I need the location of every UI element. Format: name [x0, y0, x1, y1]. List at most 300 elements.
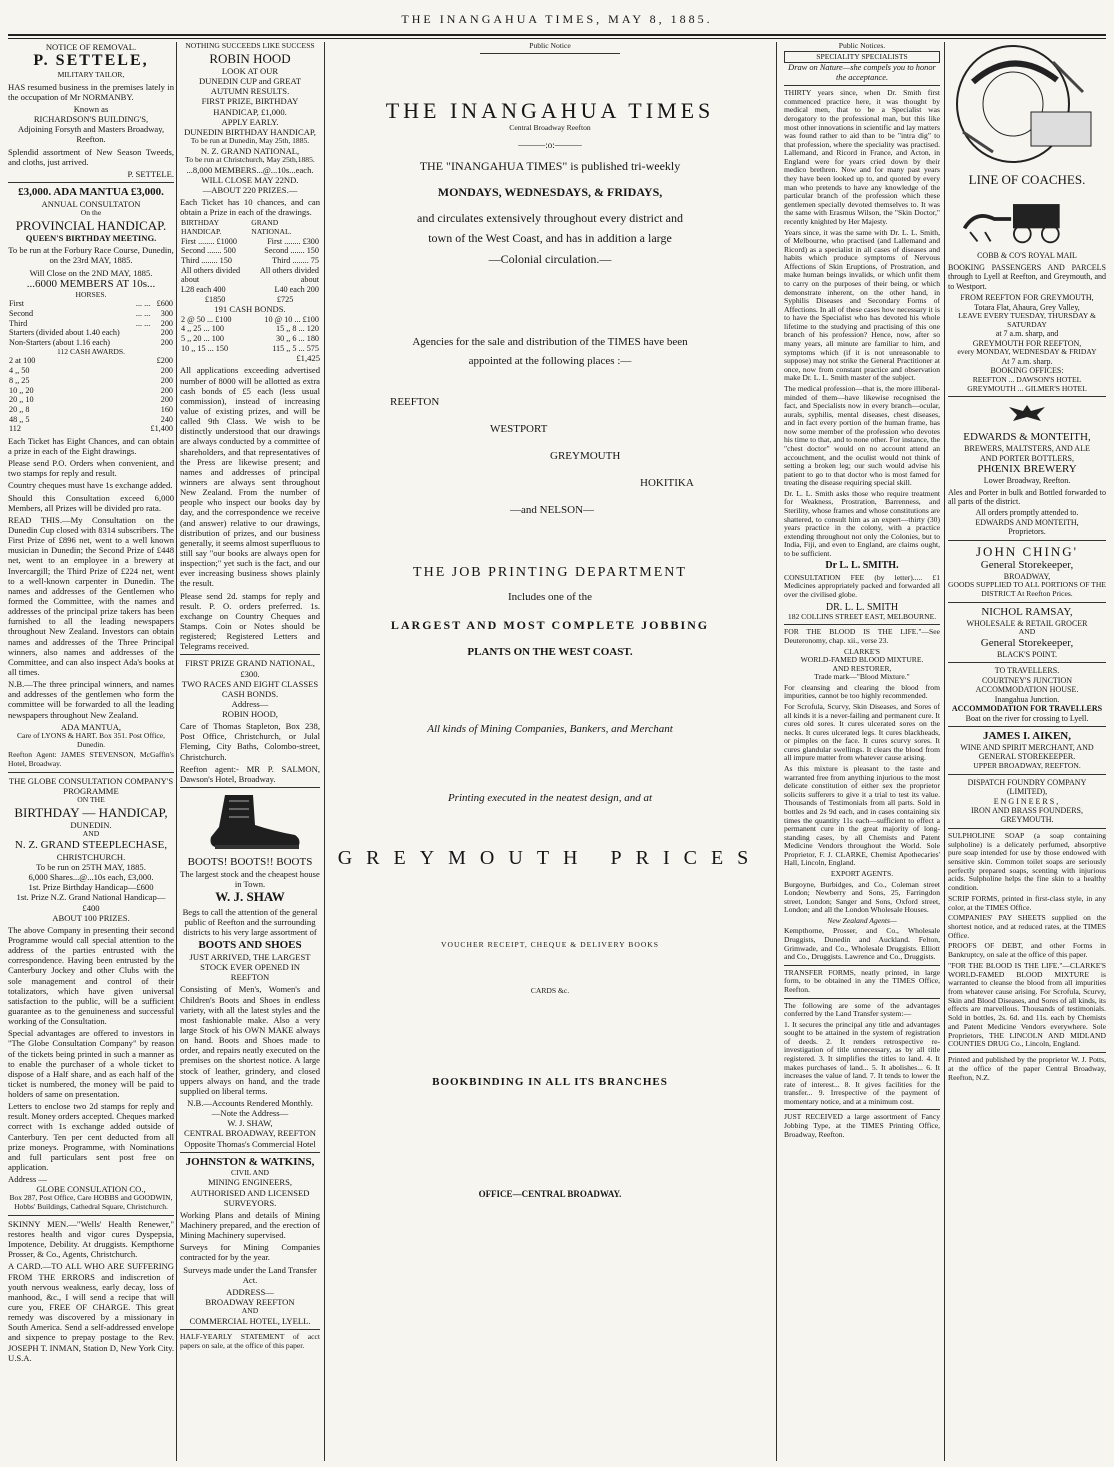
ada-sig: ADA MANTUA,: [60, 721, 122, 732]
run-25: To be run on 25TH MAY, 1885.: [36, 861, 146, 872]
first-prize-2: 1st. Prize N.Z. Grand National Handicap—£400: [16, 892, 166, 913]
table-row: [180, 237, 320, 247]
trademark: Trade mark—"Blood Mixture.": [814, 672, 910, 682]
read-this: READ THIS.—My Consultation on the Dunedin Cup closed with 8314 subscribers. The First Prize of £896 net, went to a well known musician in Dunedin; the Second Prize of £448 net, went to an employee in a brewery at Invercargill; the Third Prize of £224 net, went to a well-known carpenter in Dunedin. The names and addresses of the Gentlemen who formed the Committee, with the names and addresses of the principal prize takers has been furnished to all the leading newspapers throughout New Zealand. Investors can obtain names and addresses of the Three Principal winners, also names and addresses of the Committee, and can also inspect Ada's books at all times.: [8, 514, 174, 677]
settele-body: HAS resumed business in the premises lately in the occupation of Mr NORMANBY.: [8, 81, 174, 102]
table-total-row: [8, 424, 174, 434]
column-4: [784, 42, 940, 1461]
lower-broadway: Lower Broadway, Reefton.: [983, 476, 1071, 486]
specialists-body-2: Years since, it was the same with Dr. L. L. Smith, of Melbourne, who practised (and Lallemand and Ricord) as a specialist in all cases of diseases and habits which produce symptoms of Nervous Affections of Skin Eruptions, of Prostration, and make human beings invalids, or which unfit them to carry on the purposes of their being, or which demonstrate inherent, on the other hand, in Syphilis Diseases and Secondary Forms of Affections. In all of these cases how necessary it is to have the Specialist who has devoted his whole lifetime to the studying and practising of this one branch of his profession? Hence, now, after so many years, all minute are familiar to him, and symptoms which (if it is not unreasonable to suppose) may not strike the General Practitioner at once, now from constant practice and observation make Dr. L. L. Smith master of the subject.: [784, 227, 940, 383]
specialists-body-4: Dr. L. L. Smith asks those who require treatment for Weakness, Prostration, Barrenness, and Sterility, whose frames and whose constitutions are shattered, to consult him as an expert—thirty (30) years practice in the colony, with a practice extending throughout not only the Colonies, but to India, Fiji, and even to England, are claims ought, to be sufficient.: [784, 488, 940, 558]
globe-addr: Box 287, Post Office, Care HOBBS and GOODWIN, Hobbs' Buildings, Cathedral Square, Christchurch.: [9, 1193, 173, 1212]
masthead: [0, 0, 1114, 36]
two-races: TWO RACES AND EIGHT CLASSES CASH BONDS.: [181, 678, 319, 699]
look: LOOK AT OUR: [221, 66, 279, 77]
column-3: [330, 42, 770, 1461]
christchurch: CHRISTCHURCH.: [56, 851, 126, 862]
on-the: On the: [80, 208, 102, 218]
boat: Boat on the river for crossing to Lyell.: [965, 713, 1089, 723]
table-cell: ... ...: [135, 309, 151, 319]
table-cell: Second: [9, 309, 34, 319]
table-row: [8, 356, 174, 366]
masthead-title: THE INANGAHUA TIMES, MAY 8, 1885.: [401, 12, 713, 26]
opposite: Opposite Thomas's Commercial Hotel: [184, 1138, 316, 1149]
greymouth: GREYMOUTH.: [1000, 815, 1054, 825]
divider: [948, 540, 1106, 541]
table-cell: 4 ,, 25 ... 100: [181, 324, 224, 334]
following: The following are some of the advantages conferred by the Land Transfer system:—: [784, 1000, 940, 1019]
bond-table: [180, 315, 320, 354]
letters: Letters to enclose two 2d stamps for reply and result. Money orders accepted. Cheques marked correct with 1s exchange added outside of Canterbury. Ten per cent deducted from all prize moneys. Programme, with Nominations and full particulars sent post free on application.: [8, 1101, 174, 1173]
divider: [784, 1109, 940, 1110]
divider: [8, 1215, 174, 1216]
public-notice: Public Notice: [529, 42, 571, 50]
cleansing: For cleansing and clearing the blood from impurities, cannot be too highly recommended.: [784, 682, 940, 701]
robin-addr: Care of Thomas Stapleton, Box 238, Post Office, Christchurch, or Julal Fleming, City Baths, Colombo-street, Christchurch.: [180, 721, 320, 762]
table-cell: 15 ,, 8 ... 120: [276, 324, 319, 334]
horse-table: [8, 299, 174, 347]
table-row: [8, 376, 174, 386]
table-cell: 200: [160, 338, 173, 348]
broadway: BROADWAY,: [1003, 572, 1051, 582]
table-cell: 20 ,, 10: [9, 395, 34, 405]
greymouth-from: FROM REEFTON FOR GREYMOUTH,: [960, 293, 1094, 303]
stagecoach-illustration: [952, 191, 1102, 247]
nothing-succeeds: NOTHING SUCCEEDS LIKE SUCCESS: [185, 42, 315, 50]
companies: COMPANIES' PAY SHEETS supplied on the shortest notice, and at reduced rates, at the TIMES Office.: [948, 913, 1106, 940]
known-as: Known as: [73, 104, 109, 115]
nz-agents: New Zealand Agents—: [827, 915, 897, 925]
every-mon: every MONDAY, WEDNESDAY & FRIDAY: [957, 347, 1097, 357]
divider: [180, 1329, 320, 1330]
restorer: AND RESTORER,: [832, 663, 892, 673]
table-cell: 240: [160, 414, 173, 424]
table-cell: 30 ,, 6 ... 180: [276, 333, 319, 343]
table-cell: Second ....... 500: [181, 246, 236, 256]
dispatch: DISPATCH FOUNDRY COMPANY (LIMITED),: [967, 777, 1087, 797]
consult-fee: CONSULTATION FEE (by letter)..... £1 Medicines appropriately packed and forwarded all over the civilised globe.: [784, 572, 940, 599]
globe-sig: GLOBE CONSULATION CO.,: [36, 1184, 146, 1195]
courtney: COURTNEY'S JUNCTION ACCOMMODATION HOUSE.: [975, 675, 1079, 695]
table-row: [8, 415, 174, 425]
settele-name: P. SETTELE,: [33, 52, 149, 70]
agencies: Agencies for the sale and distribution of the TIMES have been: [412, 335, 688, 348]
phoenix: PHŒNIX BREWERY: [977, 463, 1077, 476]
nz-grand: N. Z. GRAND STEEPLECHASE,: [14, 838, 168, 851]
prize-table: [180, 219, 320, 304]
dbh-run: To be run at Dunedin, May 25th, 1885.: [190, 136, 310, 146]
all-kinds: All kinds of Mining Companies, Bankers, and Merchant: [427, 723, 673, 736]
consisting: Consisting of Men's, Women's and Children's Boots and Shoes in endless variety, with all the latest styles and the most fashionable make. Also a very large Stock of his OWN MAKE always on hand. Boots and Shoes made to order, and repairs neatly executed on the premises on the shortest notice. A large stock of leather, grindery, and closed uppers always on hand, and the trade supplied on liberal terms.: [180, 984, 320, 1096]
table-cell: Non-Starters (about 1.16 each): [9, 338, 110, 348]
ornament: ———:o:———: [518, 140, 582, 151]
masthead-rule: [8, 34, 1106, 36]
mining: MINING ENGINEERS,: [207, 1177, 293, 1188]
includes: Includes one of the: [508, 591, 592, 604]
goods: GOODS SUPPLIED TO ALL PORTIONS OF THE DISTRICT At Reefton Prices.: [948, 580, 1106, 599]
circ-2: town of the West Coast, and has in addition a large: [428, 231, 672, 246]
table-cell: 8 ,, 25: [9, 375, 30, 385]
prices: GREYMOUTH PRICES: [337, 847, 763, 870]
richardson-addr: Adjoining Forsyth and Masters Broadway, Reefton.: [17, 124, 165, 145]
table-cell: £200: [156, 356, 173, 366]
surveys-land: Surveys made under the Land Transfer Act.: [183, 1264, 317, 1285]
reefton-agent: Reefton agent:- MR P. SALMON, Dawson's Hotel, Broadway.: [180, 763, 320, 784]
paper-title: THE INANGAHUA TIMES: [385, 97, 715, 123]
table-cell: Third ........ 150: [181, 256, 232, 266]
first-prize: 1st. Prize Birthday Handicap—£600: [28, 882, 154, 893]
table-cell: 5 ,, 20 ... 100: [181, 333, 224, 343]
greymouth-office: GREYMOUTH ... GILMER'S HOTEL: [967, 383, 1087, 393]
table-row: [8, 386, 174, 396]
authorised: AUTHORISED AND LICENSED SURVEYORS.: [190, 1187, 310, 1208]
each-ticket: Each Ticket has 10 chances, and can obtain a Prize in each of the drawings.: [180, 197, 320, 218]
travellers: TO TRAVELLERS.: [994, 666, 1060, 676]
table-cell: First: [9, 299, 25, 309]
booking: BOOKING PASSENGERS AND PARCELS through to Lyell at Reefton, and Greymouth, and to Westport.: [948, 262, 1106, 291]
cash-awards: 112 CASH AWARDS.: [56, 346, 126, 356]
eagle-emblem-icon: [1007, 401, 1047, 427]
table-cell: £1,400: [150, 424, 173, 434]
mixture-body: As this mixture is pleasant to the taste and warranted free from anything injurious to the most delicate constitution of either sex the proprietor solicits sufferers to give it a trial to test its value. Thousands of Testimonials from all parts. Sold in bottles and 2s 9d each, and in cases containing six times the quantity 11s each—sufficient to effect a permanent cure in the great majority of long-standing cases, by all Chemists and Patent Medicine Vendors throughout the World. Sole Proprietor, F. J. CLARKE, Chemist Apothecaries' Hall, Lincoln, England.: [784, 764, 940, 868]
johnston: JOHNSTON & WATKINS,: [185, 1155, 315, 1168]
table-row: [180, 324, 320, 334]
nzgn-run: To be run at Christchurch, May 25th,1885.: [185, 154, 315, 164]
reefton-agent: Reefton Agent: JAMES STEVENSON, McGaffin's Hotel, Broadway.: [8, 750, 174, 768]
divider: [784, 998, 940, 999]
specialists-body-1: THIRTY years since, when Dr. Smith first commenced practice here, it was thought by medical men, that to be a Specialist was derogatory to the professional man, but this like most other innovations in scientific and lay matters was found rather to aid than to be "intra dig" to that profession, where the speciality was practised. Lallemand, and Ricord in France, and Acton, in England were for years cried down by their medico brethren. Now and for many past years they have been looked up to, and quoted by every man who pretends to have any knowledge of the particular branch of the profession which these gentlemen specially devoted themselves to. It was the same with Erasmus Wilson, the "Skin Doctor," recently knighted by Her Majesty.: [784, 88, 940, 226]
collins-street: 182 COLLINS STREET EAST, MELBOURNE.: [787, 611, 937, 621]
circ-1: and circulates extensively throughout every district and: [417, 211, 683, 226]
edwards-sig: EDWARDS AND MONTEITH,: [975, 517, 1079, 527]
divider: [784, 624, 940, 625]
gen-store: General Storekeeper,: [980, 637, 1074, 650]
table-cell: L28 each 400: [181, 285, 226, 295]
queens: QUEEN'S BIRTHDAY MEETING.: [25, 233, 157, 244]
wholesale: WHOLESALE & RETAIL GROCER: [966, 618, 1088, 628]
settele-sub: MILITARY TAILOR,: [57, 70, 125, 80]
nb: N.B.—The three principal winners, and names and addresses of the gentlemen who form the committee will be forwarded to all the leading newspapers throughout New Zealand.: [8, 679, 174, 720]
shaw-2: W. J. SHAW,: [227, 1118, 273, 1129]
table-cell: £600: [156, 299, 173, 309]
working: Working Plans and details of Mining Machinery prepared, and the erection of Mining Machinery supervised.: [180, 1209, 320, 1241]
column-divider: [324, 42, 325, 1461]
storekeeper: General Storekeeper,: [980, 559, 1074, 572]
first-prize: FIRST PRIZE, BIRTHDAY HANDICAP, £1,000.: [201, 96, 299, 117]
column-1: [8, 42, 174, 1461]
will-close: Will Close on the 2ND MAY, 1885.: [29, 267, 153, 278]
table-cell: 200: [160, 328, 173, 338]
nichol-ramsay: NICHOL RAMSAY,: [981, 605, 1073, 618]
table-row: [8, 366, 174, 376]
divider: [948, 726, 1106, 727]
upper-broadway: UPPER BROADWAY, REEFTON.: [973, 760, 1081, 770]
richardson: RICHARDSON'S BUILDING'S,: [33, 114, 149, 125]
commercial: COMMERCIAL HOTEL, LYELL.: [189, 1315, 311, 1326]
table-row: [180, 334, 320, 344]
divider: [948, 1052, 1106, 1053]
bond-total: £1,425: [296, 353, 320, 364]
largest: LARGEST AND MOST COMPLETE JOBBING: [390, 618, 710, 633]
table-cell: 4 ,, 50: [9, 366, 30, 376]
table-cell: 10 @ 10 ... £100: [264, 314, 319, 324]
please-send: Please send 2d. stamps for reply and result. P. O. orders preferred. 1s. exchange on Country Cheques and Stamps. Coin or Notes should be registered; Registered Letters and Telegrams received.: [180, 590, 320, 652]
iron: IRON AND BRASS FOUNDERS,: [970, 805, 1084, 815]
agents: Burgoyne, Burbidges, and Co., Coleman street London; Newberry and Sons, 25, Farringdon street, London; Sanger and Sons, Oxford street, London; and all the London Wholesale Houses.: [784, 879, 940, 915]
address: Address—: [231, 698, 269, 709]
settele-sig: P. SETTELE.: [127, 168, 174, 179]
table-row: [8, 405, 174, 415]
divider: [784, 85, 940, 86]
clarkes: CLARKE'S: [844, 646, 880, 656]
inangahua-junction: Inangahua Junction.: [994, 694, 1060, 704]
divider: [8, 772, 174, 773]
table-cell: L40 each 200: [274, 285, 319, 295]
wine: WINE AND SPIRIT MERCHANT, AND GENERAL STOREKEEPER.: [960, 743, 1094, 762]
splendid: Splendid assortment of New Season Tweeds, and cloths, just arrived.: [8, 146, 174, 167]
column-divider: [176, 42, 177, 1461]
all-apps: All applications exceeding advertised number of 8000 will be allotted as extra cash bonds of £5 each (less usual commission), instead of increasing value of existing prizes, and will be called 9th Class. We wish to be distinctly understood that our drawings are always conducted by a committee of shareholders, and that representatives of the Press are likewise present; and names and addresses of principal winners are always sent throughout New Zealand. From the number of people who inspect our books day by day, and the correspondence we receive (and answer) relative to our drawings, distribution of prizes, and our business generally, it seems almost superfluous to still say "our books are always open for inspection;" yet such is the fact, and our ever increasing business shows plainly the result.: [180, 365, 320, 589]
time: at 7 a.m. sharp, and: [995, 329, 1059, 339]
days: MONDAYS, WEDNESDAYS, & FRIDAYS,: [437, 185, 663, 200]
proofs: PROOFS OF DEBT, and other Forms in Bankruptcy, on sale at the office of this paper.: [948, 941, 1106, 960]
total-2: £725: [276, 294, 294, 304]
nz-agents-body: Kempthorne, Prosser, and Co., Wholesale Druggists, Dunedin and Auckland. Felton, Grimwade, and Co., Wholesale Druggists. Elliott and Co., Druggists. Lawrence and Co., Druggists.: [784, 926, 940, 962]
cash-bonds: 191 CASH BONDS.: [214, 304, 286, 315]
divider: [948, 828, 1106, 829]
apply: APPLY EARLY.: [221, 116, 279, 127]
eight-chances: Each Ticket has Eight Chances, and can obtain a prize in each of the Eight drawings.: [8, 435, 174, 456]
dr-smith-2: DR. L. L. SMITH: [825, 601, 899, 613]
gn-head: GRAND NATIONAL.: [251, 218, 292, 237]
nb: N.B.—Accounts Rendered Monthly.: [187, 1097, 313, 1108]
printed-by: Printed and published by the proprietor W. J. Potts, at the office of the paper Central Broadway, Reefton, N.Z.: [948, 1055, 1106, 1082]
tri-weekly: THE "INANGAHUA TIMES" is published tri-weekly: [419, 159, 681, 173]
public-notices: Public Notices.: [838, 42, 886, 50]
central: Central Broadway Reefton: [509, 122, 591, 132]
total-1: £1850: [204, 294, 226, 304]
brewers: BREWERS, MALTSTERS, AND ALE: [964, 444, 1090, 454]
table-cell: ... ...: [135, 299, 151, 309]
divider: [180, 1152, 320, 1153]
table-cell: First ........ £1000: [181, 236, 237, 246]
table-cell: [135, 338, 153, 348]
begs: Begs to call the attention of the general public of Reefton and the surrounding districts to his very large assortment of: [182, 906, 318, 937]
broadway: BROADWAY REEFTON: [205, 1296, 295, 1307]
globe-body: The above Company in presenting their second Programme would call special attention to the address of the parties entrusted with the correspondence. Having been entrusted by the Canterbury Jockey and other Clubs with the sole management and control of their totalizators, which have given universal satisfaction to the public, will be a sufficient guarantee as to the genuineness and successful working of the Consultation.: [8, 924, 174, 1027]
table-cell: 115 ,, 5 ... 575: [272, 343, 319, 353]
mixture: WORLD-FAMED BLOOD MIXTURE.: [800, 655, 924, 665]
advantages: 1. It secures the principal any title and advantages sought to be attained in the system of registration of deeds. 2. It renders retrospective re-investigation of title unnecessary, as by all title registered. 3. It simplifies the titles to land. 4. It makes purchases of land... 5. It abolishes... 6. It increases the value of land. 7. It tends to lower the rate of interest... 8. It gives facilities for the transfer... 9. Irrespective of the payment of momentary notice, and at a minimum cost.: [784, 1019, 940, 1106]
table-row: [180, 315, 320, 325]
table-row: [8, 328, 174, 338]
james-aiken: JAMES I. AIKEN,: [982, 730, 1072, 743]
cures: For Scrofula, Scurvy, Skin Diseases, and Sores of all kinds it is a never-failing and permanent cure. It cures old sores. It cures ulcerated sores on the necks. It cures ulcerated legs. It cures blackheads, or pimples on the face. It cures scurvy sores. It cures glandular swellings. It clears the blood from all impure matter from whatever cause arising.: [784, 702, 940, 763]
cobb: COBB & CO'S ROYAL MAIL: [977, 251, 1077, 261]
members: ...6000 MEMBERS AT 10s...: [26, 277, 156, 290]
table-cell: 300: [160, 309, 173, 319]
boot-illustration: [195, 791, 305, 853]
table-cell: 160: [160, 404, 173, 414]
table-cell: [135, 328, 153, 338]
column-2: [180, 42, 320, 1461]
all-orders: All orders promptly attended to.: [975, 508, 1079, 518]
dunedin: DUNEDIN.: [70, 820, 112, 830]
ales: Ales and Porter in bulk and Bottled forwarded to all parts of the district.: [948, 487, 1106, 506]
table-cell: All others divided about: [181, 265, 241, 285]
just-arrived: JUST ARRIVED, THE LARGEST STOCK EVER OPENED IN REEFTON: [189, 952, 311, 983]
table-cell: 2 at 100: [9, 356, 36, 366]
country-cheques: Country cheques must have 1s exchange added.: [8, 480, 173, 491]
robin-sig: ROBIN HOOD,: [222, 709, 278, 720]
specialists-body-3: The medical profession—that is, the more illiberal-minded of them—have likewise recognised the fact, and Specialists now in every branch—ocular, aurals, syphilis, mental diseases, chest diseases, and in fact every portion of the human frame, has now some member of the profession who devotes his time to that, and to none other. For instance, the "chest doctor" would on no account attend an accouchment, and the oculist would not think of setting a broken leg; our such would advise his patient to go to that doctor who is most famed for treating the disease requiring special skill.: [784, 383, 940, 488]
coach-illustration: [953, 42, 1101, 172]
divider: [948, 662, 1106, 663]
divider: [8, 182, 174, 183]
table-row: [8, 299, 174, 309]
table-cell: 200: [160, 385, 173, 395]
bh-head: BIRTHDAY HANDICAP.: [181, 218, 222, 237]
annual: ANNUAL CONSULTATON: [41, 198, 141, 209]
table-cell: 48 ,, 5: [9, 414, 30, 424]
job-printing: THE JOB PRINTING DEPARTMENT: [413, 564, 687, 580]
printing: Printing executed in the neatest design, and at: [447, 792, 653, 805]
blood-life: "FOR THE BLOOD IS THE LIFE."—CLARKE'S WORLD-FAMED BLOOD MIXTURE is warranted to cleanse the blood from all impurities from whatever cause arising. For Scrofula, Scurvy, Skin and Blood Diseases, and Sores of all kinds, its effects are marvellous. Thousands of testimonials. Sold in bottles, 2s. 6d. and 11s. each by Chemists and Patent Medicine Vendors everywhere. Sole Proprietors, THE LINCOLN AND MIDLAND COUNTIES DRUG Co., Lincoln, England.: [948, 960, 1106, 1049]
appointed: appointed at the following places :—: [468, 354, 632, 367]
civil: CIVIL AND: [231, 1167, 269, 1177]
sulpholine: SULPHOLINE SOAP (a soap containing sulpholine) is a delicately perfumed, absorptive pure soap intended for use by those endowed with sensitive skin. Common toilet soaps are seriously perfectly prepared soaps, scenting with injurious acids. Sulpholine helps the fine skin to a healthy condition.: [948, 830, 1106, 893]
fp-gn: FIRST PRIZE GRAND NATIONAL, £300.: [185, 658, 315, 679]
divider: [948, 602, 1106, 603]
edwards: EDWARDS & MONTEITH,: [963, 431, 1091, 444]
globe-head: THE GLOBE CONSULTATION COMPANY'S PROGRAMME: [8, 775, 174, 796]
table-cell: 200: [160, 375, 173, 385]
cash-table: [8, 356, 174, 433]
specialists-heading: SPECIALITY SPECIALISTS: [784, 51, 940, 64]
provincial: PROVINCIAL HANDICAP.: [15, 217, 167, 233]
table-cell: 10 ,, 20: [9, 385, 34, 395]
ada-addr: Care of LYONS & HART. Box 351. Post Office, Dunedin.: [16, 730, 166, 749]
table-cell: All others divided about: [259, 265, 319, 285]
agency-nelson: —and NELSON—: [510, 503, 595, 516]
column-5: [948, 42, 1106, 1461]
skinny: SKINNY MEN.—"Wells' Health Renewer," restores health and vigor cures Dyspepsia, Impotence, Debility. At druggists. Kempthorne Prosser, & Co., Agents, Christchurch.: [8, 1218, 174, 1260]
address-2: ADDRESS—: [226, 1286, 274, 1297]
books: VOUCHER RECEIPT, CHEQUE & DELIVERY BOOKS: [440, 939, 660, 949]
blacks-point: BLACK'S POINT.: [997, 650, 1057, 659]
transfer-forms: TRANSFER FORMS, neatly printed, in large form, to be obtained in any the TIMES Office, Reefton.: [784, 967, 940, 994]
at-7: At 7 a.m. sharp.: [1001, 356, 1053, 366]
acard: A CARD.—TO ALL WHO ARE SUFFERING FROM THE ERRORS and indiscretion of youth nervous weakness, early decay, loss of manhood, &c., I will send a recipe that will cure you, FREE OF CHARGE. This great remedy was discovered by a missionary in South America. Send a self-addressed envelope and sixpence to prepay postage to the Rev. JOSEPH T. INMAN, Station D, New York City. U.S.A.: [8, 1261, 174, 1363]
will-close: WILL CLOSE MAY 22ND.: [201, 174, 299, 185]
table-row: [180, 344, 320, 354]
nzgn: N. Z. GRAND NATIONAL,: [200, 145, 300, 156]
table-cell: 112: [9, 424, 21, 434]
grey-for: GREYMOUTH FOR REEFTON,: [972, 338, 1082, 348]
agency-westport: WESTPORT: [490, 422, 548, 435]
john-ching: JOHN CHING': [976, 543, 1078, 559]
boots-line: BOOTS! BOOTS!! BOOTS: [187, 856, 313, 869]
colonial: —Colonial circulation.—: [488, 251, 612, 266]
members: ...8,000 MEMBERS...@...10s...each.: [186, 164, 314, 175]
table-cell: First ........ £300: [267, 236, 319, 246]
table-cell: 200: [160, 318, 173, 328]
masthead-rule-thin: [8, 38, 1106, 39]
shares: 6,000 Shares...@...10s each, £3,000.: [28, 872, 154, 883]
table-cell: 200: [160, 395, 173, 405]
shaw: W. J. SHAW: [215, 889, 285, 905]
divider: [180, 787, 320, 788]
table-cell: Second ....... 150: [264, 246, 319, 256]
dbh: DUNEDIN BIRTHDAY HANDICAP,: [184, 126, 316, 137]
table-cell: 20 ,, 8: [9, 404, 30, 414]
about-100: ABOUT 100 PRIZES.: [52, 912, 130, 923]
scrip: SCRIP FORMS, printed in first-class style, in any color, at the TIMES Office.: [948, 893, 1106, 912]
removal-heading: NOTICE OF REMOVAL.: [45, 42, 137, 52]
plants: PLANTS ON THE WEST COAST.: [467, 646, 633, 659]
leave: LEAVE EVERY TUESDAY, THURSDAY & SATURDAY: [958, 310, 1096, 329]
address: Address —: [8, 1174, 47, 1185]
reefton-office: REEFTON ... DAWSON'S HOTEL: [972, 374, 1082, 384]
robin-hood: ROBIN HOOD: [209, 50, 291, 66]
agency-hokitika: HOKITIKA: [640, 476, 694, 489]
divider: [180, 654, 320, 655]
table-cell: 200: [160, 366, 173, 376]
special: Special advantages are offered to investors in "The Globe Consultation Company" by reason of the tickets being printed in such a manner as to enable the purchaser of a whole ticket to dispose of a Half share, and as each half of the ticket is numbered, the money will be paid to holders of same on presentation.: [8, 1028, 174, 1100]
divider: [480, 53, 620, 54]
table-cell: 2 @ 50 ... £100: [181, 314, 232, 324]
cards: CARDS &c.: [530, 986, 570, 996]
table-row: [180, 246, 320, 256]
table-cell: Third: [9, 318, 28, 328]
and: AND: [82, 829, 100, 839]
divider: [948, 774, 1106, 775]
po-orders: Please send P.O. Orders when convenient, and two stamps for reply and result.: [8, 458, 174, 479]
table-cell: 10 ,, 15 ... 150: [181, 343, 229, 353]
table-cell: Third ........ 75: [272, 256, 319, 266]
about-220: —ABOUT 220 PRIZES.—: [202, 184, 298, 195]
ada-line: £3,000. ADA MANTUA £3,000.: [18, 186, 164, 198]
booking-offices: BOOKING OFFICES:: [990, 366, 1064, 376]
and: AND: [1018, 627, 1036, 637]
table-row: [180, 256, 320, 266]
just-received: JUST RECEIVED a large assortment of Fancy Jobbing Type, at the TIMES Printing Office, Broadway, Reefton.: [784, 1112, 940, 1139]
porter: AND PORTER BOTTLERS,: [980, 453, 1074, 463]
line-of-coaches: LINE OF COACHES.: [968, 172, 1086, 187]
table-row: [180, 266, 320, 285]
run-at: To be run at the Forbury Race Course, Dunedin, on the 23rd MAY, 1885.: [8, 245, 174, 266]
office: OFFICE—CENTRAL BROADWAY.: [478, 1189, 622, 1200]
table-row: [8, 309, 174, 319]
for-blood: FOR THE BLOOD IS THE LIFE."—See Deuteronomy, chap. xii., verse 23.: [784, 627, 940, 645]
dr-smith: Dr L. L. SMITH.: [825, 560, 899, 572]
horses: HORSES.: [75, 289, 107, 299]
table-row: [8, 395, 174, 405]
branches: BOOKBINDING IN ALL ITS BRANCHES: [432, 1076, 668, 1089]
central: CENTRAL BROADWAY, REEFTON: [183, 1128, 317, 1139]
should: Should this Consultation exceed 6,000 Members, all Prizes will be divided pro rata.: [8, 492, 174, 513]
table-row: [180, 285, 320, 295]
proprietors: Proprietors.: [1008, 527, 1046, 537]
birthday: BIRTHDAY — HANDICAP,: [14, 804, 168, 820]
note-addr: —Note the Address—: [211, 1108, 289, 1119]
divider: [784, 965, 940, 966]
table-row: [8, 319, 174, 329]
column-divider: [776, 42, 777, 1461]
largest: The largest stock and the cheapest house in Town.: [180, 869, 320, 890]
table-cell: ... ...: [135, 318, 151, 328]
export-agents: EXPORT AGENTS.: [830, 869, 894, 878]
